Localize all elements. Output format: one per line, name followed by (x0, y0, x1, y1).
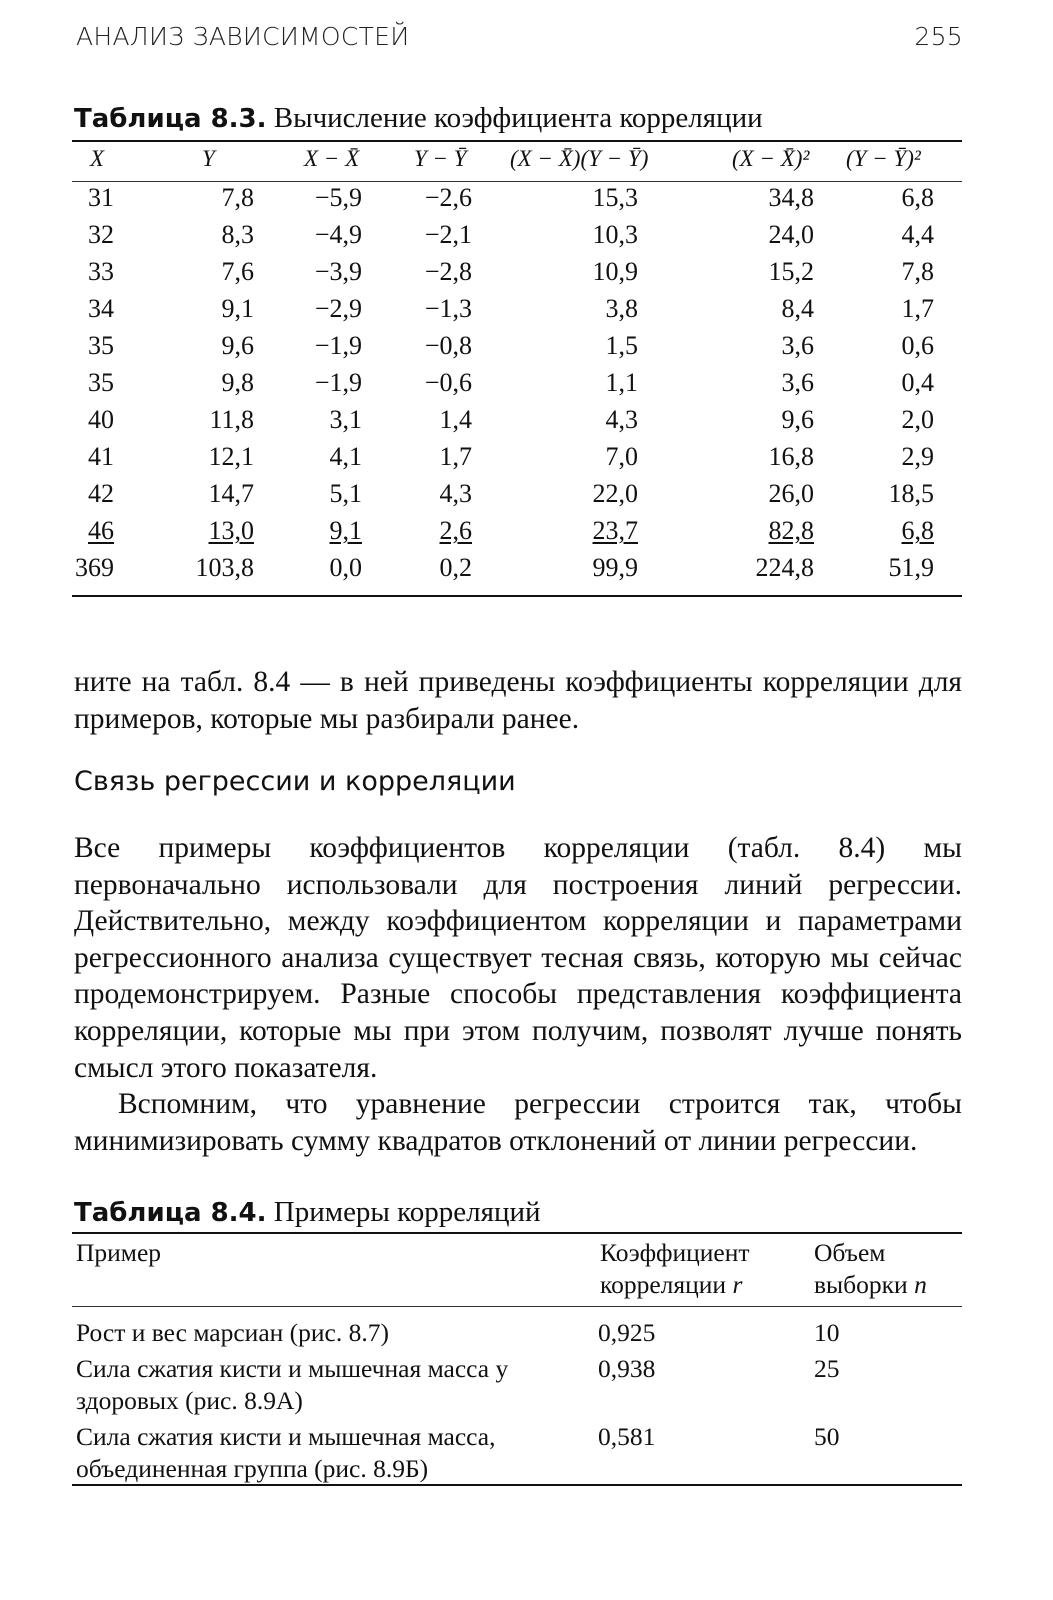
table-cell: −1,9 (314, 368, 362, 397)
table-row (72, 401, 962, 438)
col-header: X − X̄ (304, 146, 360, 171)
header-line (600, 1269, 750, 1301)
table-cell: 13,0 (208, 516, 254, 545)
table-8-4-title: Примеры корреляций (273, 1196, 541, 1228)
table-8-3 (72, 142, 962, 586)
table-cell: 18,5 (888, 479, 934, 508)
table-cell: −2,1 (424, 220, 472, 249)
table-cell: 23,7 (592, 516, 638, 545)
table-row (72, 438, 962, 475)
table-cell: 3,6 (781, 331, 814, 360)
col-header: Y − Ȳ (414, 146, 467, 171)
table-cell-example: Рост и вес марсиан (рис. 8.7) (76, 1318, 389, 1347)
table-cell: −5,9 (314, 183, 362, 212)
paragraph-text: ните на табл. 8.4 — в ней приведены коэффициенты корреляции для примеров, которые мы разбирали ранее. (74, 666, 962, 735)
header-word: корреляции (600, 1270, 727, 1299)
table-cell: −2,8 (424, 257, 472, 286)
table-row (72, 290, 962, 327)
table-cell-r: 0,925 (598, 1318, 656, 1347)
table-cell: 33 (88, 257, 114, 286)
table-8-3-header (72, 142, 962, 179)
table-cell: 224,8 (755, 553, 814, 582)
running-header (76, 22, 963, 56)
table-cell: 7,8 (221, 183, 254, 212)
table-cell: −1,3 (424, 294, 472, 323)
table-8-4-label: Таблица 8.4. (74, 1198, 267, 1228)
table-cell: 9,1 (221, 294, 254, 323)
col-header: (X − X̄)² (732, 146, 810, 171)
header-line: Объем (814, 1238, 886, 1267)
table-cell: 8,3 (221, 220, 254, 249)
table-cell: 6,8 (901, 183, 934, 212)
table-8-3-label: Таблица 8.3. (74, 104, 267, 134)
table-cell: 14,7 (208, 479, 254, 508)
table-cell: 34,8 (768, 183, 814, 212)
col-header-example: Пример (76, 1238, 162, 1267)
table-cell-r: 0,938 (598, 1354, 656, 1383)
table-cell: −0,6 (424, 368, 472, 397)
col-header: X (90, 146, 105, 171)
table-cell: 26,0 (768, 479, 814, 508)
table-cell: 9,6 (221, 331, 254, 360)
header-word: выборки (814, 1270, 908, 1299)
table-cell: 16,8 (768, 442, 814, 471)
section-heading: Связь регрессии и корреляции (74, 766, 516, 797)
symbol-n: n (914, 1270, 927, 1299)
table-8-3-bottom-rule (72, 595, 962, 597)
table-cell: 0,6 (901, 331, 934, 360)
table-row (72, 216, 962, 253)
table-cell: 3,8 (605, 294, 638, 323)
table-cell: 7,0 (605, 442, 638, 471)
table-cell: 103,8 (195, 553, 254, 582)
table-cell: 0,2 (439, 553, 472, 582)
table-cell: −0,8 (424, 331, 472, 360)
table-cell: 4,3 (605, 405, 638, 434)
table-cell-n: 10 (814, 1318, 840, 1347)
table-8-4-header-rule (72, 1306, 962, 1307)
table-row (72, 475, 962, 512)
table-cell-n: 25 (814, 1354, 840, 1383)
table-cell: 7,6 (221, 257, 254, 286)
table-cell: −2,9 (314, 294, 362, 323)
body-paragraph (74, 830, 962, 1159)
table-cell: 9,6 (781, 405, 814, 434)
table-cell: 1,7 (901, 294, 934, 323)
table-row (72, 364, 962, 401)
table-cell: 40 (88, 405, 114, 434)
table-cell: 2,6 (439, 516, 472, 545)
table-cell: 35 (88, 331, 114, 360)
table-cell: 34 (88, 294, 114, 323)
table-cell: −1,9 (314, 331, 362, 360)
table-cell: 369 (75, 553, 114, 582)
table-row (72, 253, 962, 290)
table-cell: 46 (88, 516, 114, 545)
table-cell: 9,1 (329, 516, 362, 545)
table-cell: 11,8 (209, 405, 254, 434)
table-cell: 42 (88, 479, 114, 508)
table-cell: 1,7 (439, 442, 472, 471)
table-row (72, 512, 962, 549)
header-line (814, 1269, 927, 1301)
table-cell: 41 (88, 442, 114, 471)
table-cell: −4,9 (314, 220, 362, 249)
table-cell-n: 50 (814, 1422, 840, 1451)
table-cell: 24,0 (768, 220, 814, 249)
paragraph-text: Вспомним, что уравнение регрессии строится так, чтобы минимизировать сумму квадратов отклонений от линии регрессии. (74, 1088, 962, 1157)
table-8-3-title: Вычисление коэффициента корреляции (273, 102, 763, 134)
table-cell: 3,6 (781, 368, 814, 397)
header-line: Коэффициент (600, 1238, 750, 1267)
table-cell: 7,8 (901, 257, 934, 286)
table-cell: 15,3 (592, 183, 638, 212)
table-cell: 3,1 (329, 405, 362, 434)
col-header: (Y − Ȳ)² (846, 146, 921, 171)
table-cell: −3,9 (314, 257, 362, 286)
running-header-title: АНАЛИЗ ЗАВИСИМОСТЕЙ (76, 22, 410, 51)
table-totals-row (72, 549, 962, 586)
table-cell: 1,4 (439, 405, 472, 434)
table-cell: 99,9 (592, 553, 638, 582)
table-cell: 31 (88, 183, 114, 212)
table-8-4-bottom-rule (72, 1484, 962, 1486)
table-cell: 35 (88, 368, 114, 397)
table-cell: 1,1 (605, 368, 638, 397)
table-cell-r: 0,581 (598, 1422, 656, 1451)
body-paragraph (74, 664, 962, 737)
table-cell: 15,2 (768, 257, 814, 286)
table-cell: 82,8 (768, 516, 814, 545)
table-8-4-caption (74, 1196, 541, 1229)
table-cell: 8,4 (781, 294, 814, 323)
table-cell: 4,1 (329, 442, 362, 471)
symbol-r: r (732, 1270, 743, 1299)
table-cell: 22,0 (592, 479, 638, 508)
table-8-3-caption (74, 102, 763, 135)
table-cell: 5,1 (329, 479, 362, 508)
table-cell: 4,4 (901, 220, 934, 249)
paragraph-text: Все примеры коэффициентов корреляции (табл. 8.4) мы первоначально использовали для построения линий регрессии. Действительно, между коэффициентом корреляции и параметрами регрессионного анализа существует тесная связь, которую мы сейчас продемонстрируем. Разные способы представления коэффициента корреляции, которые мы при этом получим, позволят лучше понять смысл этого показателя. (74, 832, 962, 1084)
table-cell: 2,0 (901, 405, 934, 434)
col-header-sample-size (814, 1237, 927, 1301)
table-cell: −2,6 (424, 183, 472, 212)
table-cell: 12,1 (208, 442, 254, 471)
table-cell: 4,3 (439, 479, 472, 508)
col-header-coefficient (600, 1237, 750, 1301)
table-cell: 32 (88, 220, 114, 249)
table-8-3-body (72, 179, 962, 586)
table-cell: 0,4 (901, 368, 934, 397)
col-header: Y (202, 146, 215, 171)
table-cell: 1,5 (605, 331, 638, 360)
table-cell: 6,8 (901, 516, 934, 545)
table-cell-example: Сила сжатия кисти и мышечная масса, объединенная группа (рис. 8.9Б) (76, 1422, 496, 1483)
table-cell: 51,9 (888, 553, 934, 582)
table-cell: 10,9 (592, 257, 638, 286)
page-number: 255 (914, 22, 963, 51)
table-cell-example: Сила сжатия кисти и мышечная масса у здоровых (рис. 8.9А) (76, 1354, 509, 1415)
table-cell: 10,3 (592, 220, 638, 249)
table-row (72, 327, 962, 364)
col-header: (X − X̄)(Y − Ȳ) (510, 146, 649, 171)
table-8-3-header-rule (72, 181, 962, 182)
table-8-4-top-rule (72, 1232, 962, 1234)
table-row (72, 179, 962, 216)
table-cell: 2,9 (901, 442, 934, 471)
table-cell: 0,0 (329, 553, 362, 582)
table-cell: 9,8 (221, 368, 254, 397)
